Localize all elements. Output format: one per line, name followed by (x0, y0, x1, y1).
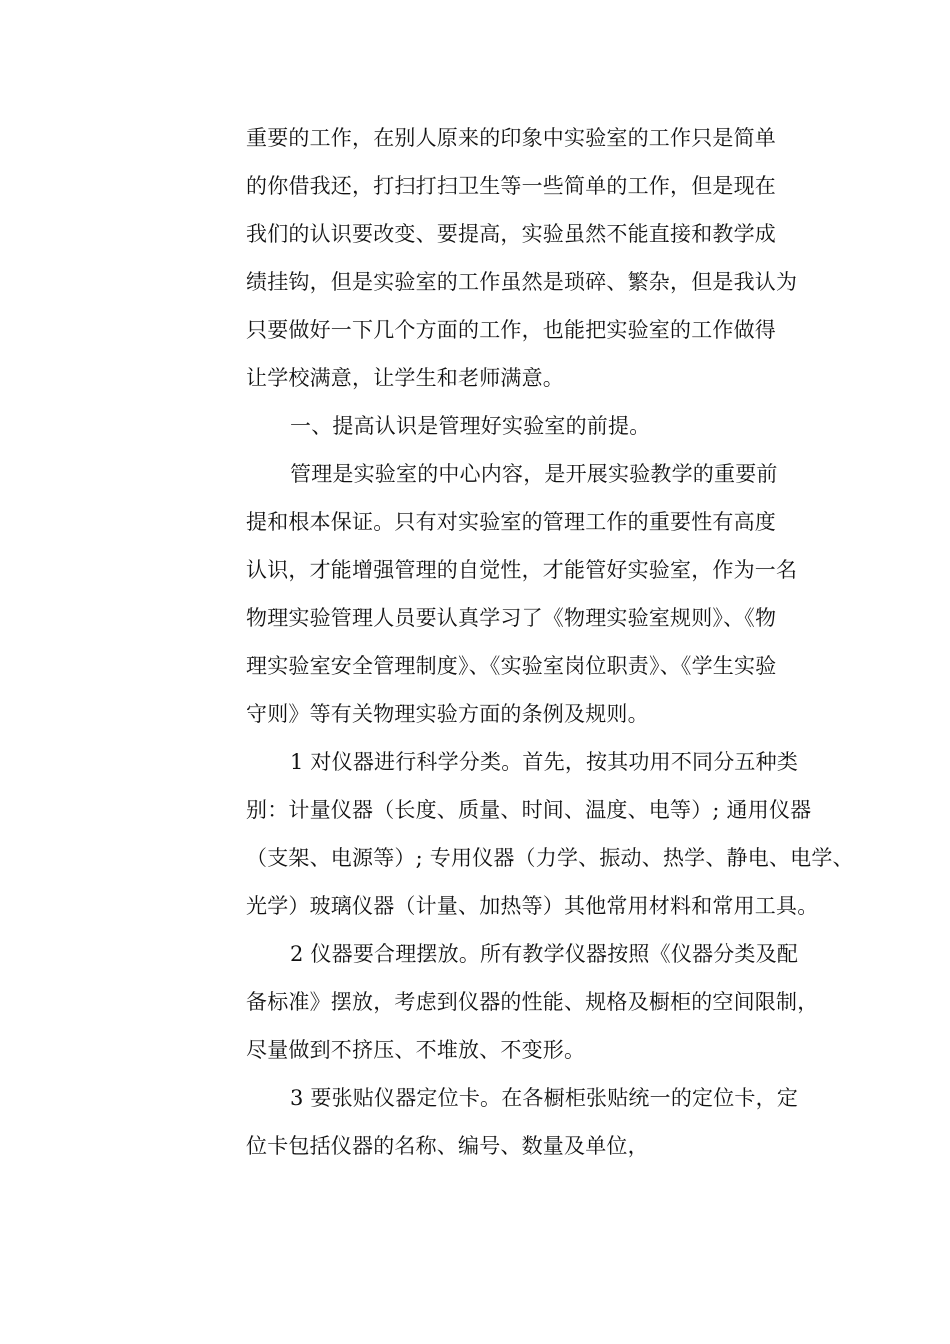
text-line: 备标准》摆放，考虑到仪器的性能、规格及橱柜的空间限制， (246, 990, 819, 1014)
text-line: 1 对仪器进行科学分类。首先，按其功用不同分五种类 (290, 750, 799, 774)
document-body (246, 118, 854, 1174)
text-line: 别：计量仪器（长度、质量、时间、温度、电等）; 通用仪器 (246, 798, 812, 822)
text-line: 绩挂钩，但是实验室的工作虽然是琐碎、繁杂，但是我认为 (246, 270, 798, 294)
paragraph-item-3 (246, 1078, 816, 1174)
text-line: 我们的认识要改变、要提高，实验虽然不能直接和教学成 (246, 222, 776, 246)
section-heading-paragraph (246, 406, 816, 454)
text-line: 位卡包括仪器的名称、编号、数量及单位， (246, 1134, 649, 1158)
text-line: 3 要张贴仪器定位卡。在各橱柜张贴统一的定位卡，定 (290, 1086, 799, 1110)
text-line: 认识，才能增强管理的自觉性，才能管好实验室，作为一名 (246, 558, 798, 582)
text-line: 的你借我还，打扫打扫卫生等一些简单的工作，但是现在 (246, 174, 776, 198)
text-line: 物理实验管理人员要认真学习了《物理实验室规则》、《物 (246, 606, 777, 630)
section-heading: 一、提高认识是管理好实验室的前提。 (290, 414, 651, 438)
text-line: 守则》等有关物理实验方面的条例及规则。 (246, 702, 649, 726)
text-line: 只要做好一下几个方面的工作，也能把实验室的工作做得 (246, 318, 776, 342)
text-line: （支架、电源等）; 专用仪器（力学、振动、热学、静电、电学、 (246, 846, 854, 870)
text-line: 2 仪器要合理摆放。所有教学仪器按照《仪器分类及配 (290, 942, 799, 966)
text-line: 尽量做到不挤压、不堆放、不变形。 (246, 1038, 586, 1062)
text-line: 光学）玻璃仪器（计量、加热等）其他常用材料和常用工具。 (246, 894, 819, 918)
paragraph-intro (246, 118, 816, 406)
text-line: 理实验室安全管理制度》、《实验室岗位职责》、《学生实验 (246, 654, 777, 678)
text-line: 重要的工作，在别人原来的印象中实验室的工作只是简单 (246, 126, 776, 150)
text-line: 让学校满意，让学生和老师满意。 (246, 366, 564, 390)
paragraph-management (246, 454, 816, 742)
text-line: 管理是实验室的中心内容，是开展实验教学的重要前 (290, 462, 778, 486)
paragraph-item-2 (246, 934, 819, 1078)
paragraph-item-1 (246, 742, 854, 934)
text-line: 提和根本保证。只有对实验室的管理工作的重要性有高度 (246, 510, 776, 534)
